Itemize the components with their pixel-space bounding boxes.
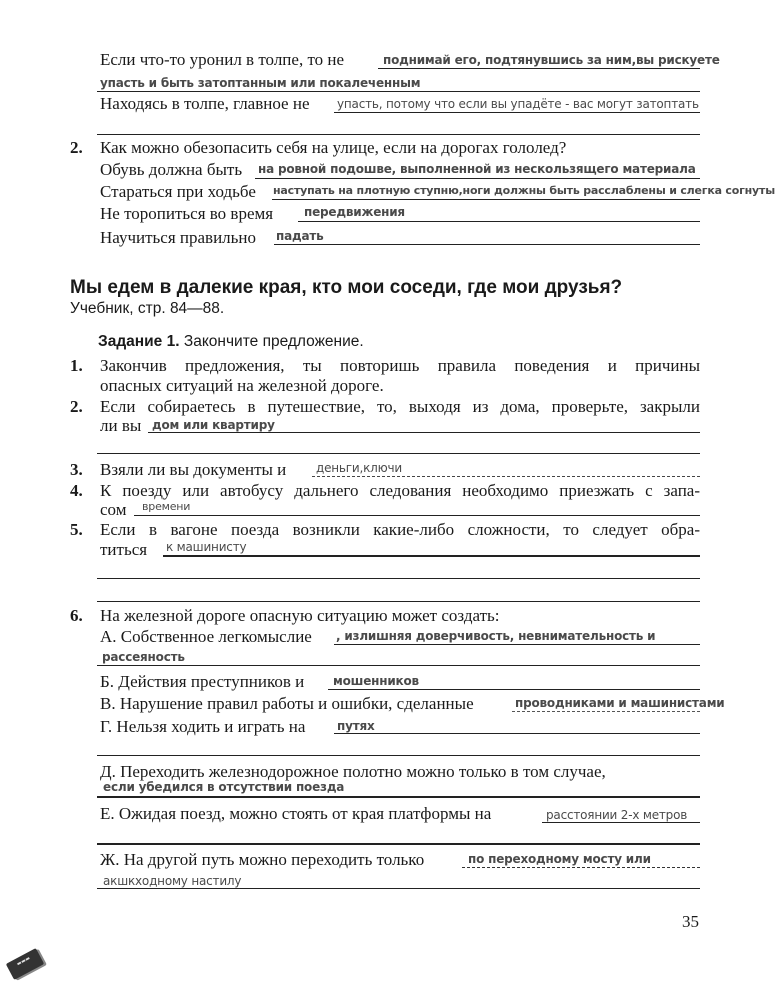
ice-walk-prompt: Стараться при ходьбе (100, 182, 256, 201)
task1-line2: опасных ситуаций на железной дороге. (100, 376, 384, 395)
task-label: Задание 1. (98, 333, 180, 350)
ice-hurry-answer[interactable]: передвижения (304, 205, 405, 219)
task5-answer[interactable]: к машинисту (166, 540, 247, 554)
task6g-prompt: Г. Нельзя ходить и играть на (100, 717, 306, 736)
task3-answer[interactable]: деньги,ключи (316, 461, 403, 475)
task6b-answer[interactable]: мошенников (333, 674, 419, 688)
answer-line (97, 134, 700, 135)
task6a-answer[interactable]: , излишняя доверчивость, невнимательность и (336, 629, 656, 643)
task4-prompt: сом (100, 500, 127, 519)
answer-line (542, 822, 700, 823)
task6v-prompt: В. Нарушение правил работы и ошибки, сделанные (100, 694, 474, 713)
answer-line (97, 453, 700, 454)
answer-line (148, 432, 700, 433)
task-number: 4. (70, 481, 83, 500)
task6e-prompt: Е. Ожидая поезд, можно стоять от края платформы на (100, 804, 492, 823)
crowd-drop-prompt: Если что-то уронил в толпе, то не (100, 50, 345, 69)
answer-line (163, 555, 700, 557)
task2-line1: Если собираетесь в путешествие, то, выходя из дома, проверьте, закрыли (100, 397, 700, 416)
task2-answer[interactable]: дом или квартиру (152, 418, 275, 432)
stamp-logo-icon: ▬▬▬ (6, 948, 44, 980)
question-number: 2. (70, 138, 83, 157)
task6zh-prompt: Ж. На другой путь можно переходить только (100, 850, 425, 869)
answer-line (97, 601, 700, 602)
page-number: 35 (682, 912, 699, 931)
task6b-prompt: Б. Действия преступников и (100, 672, 305, 691)
answer-line (272, 199, 700, 200)
task-number: 1. (70, 356, 83, 375)
answer-line (97, 755, 700, 756)
answer-line (97, 796, 700, 798)
answer-line (328, 689, 700, 690)
crowd-drop-answer[interactable]: поднимай его, подтянувшись за ним,вы рискуете (383, 53, 720, 67)
answer-line (97, 578, 700, 579)
task6a-answer-cont[interactable]: рассеяность (102, 650, 185, 664)
task3-prompt: Взяли ли вы документы и (100, 460, 287, 479)
ice-shoes-prompt: Обувь должна быть (100, 160, 243, 179)
ice-fall-prompt: Научиться правильно (100, 228, 257, 247)
crowd-drop-answer-cont[interactable]: упасть и быть затоптанным или покалеченным (100, 76, 421, 90)
task-heading (98, 333, 364, 351)
answer-line (97, 91, 700, 92)
task6d-prompt: Д. Переходить железнодорожное полотно можно только в том случае, (100, 762, 606, 781)
task-instruction: Закончите предложение. (183, 333, 364, 350)
task6-intro: На железной дороге опасную ситуацию может создать: (100, 606, 500, 625)
task6v-answer[interactable]: проводниками и машинистами (515, 696, 725, 710)
answer-line (334, 112, 700, 113)
task-number: 2. (70, 397, 83, 416)
answer-line (298, 221, 700, 222)
answer-line (97, 888, 700, 889)
task5-prompt: титься (100, 540, 148, 559)
ice-hurry-prompt: Не торопиться во время (100, 204, 274, 223)
answer-line (462, 867, 700, 868)
answer-line (97, 843, 700, 845)
textbook-reference: Учебник, стр. 84—88. (70, 300, 225, 317)
task6a-prompt: А. Собственное легкомыслие (100, 627, 312, 646)
task6g-answer[interactable]: путях (337, 719, 375, 733)
answer-line (97, 665, 700, 666)
task6zh-answer[interactable]: по переходному мосту или (468, 852, 651, 866)
answer-line (378, 68, 700, 69)
task2-prompt: ли вы (100, 416, 142, 435)
crowd-main-answer[interactable]: упасть, потому что если вы упадёте - вас могут затоптать (337, 97, 699, 111)
ice-walk-answer[interactable]: наступать на плотную ступню,ноги должны быть расслаблены и слегка согнуты (273, 184, 775, 197)
task-number: 3. (70, 460, 83, 479)
answer-line (134, 515, 700, 516)
task5-line1: Если в вагоне поезда возникли какие-либо сложности, то следует обра- (100, 520, 700, 539)
task-number: 6. (70, 606, 83, 625)
answer-line (334, 644, 700, 645)
task4-answer[interactable]: времени (142, 500, 191, 513)
task-number: 5. (70, 520, 83, 539)
task6e-answer[interactable]: расстоянии 2-х метров (546, 808, 688, 822)
task1-line1: Закончив предложения, ты повторишь правила поведения и причины (100, 356, 700, 375)
answer-line (274, 244, 700, 245)
answer-line (312, 476, 700, 477)
answer-line (334, 733, 700, 734)
chapter-title: Мы едем в далекие края, кто мои соседи, где мои друзья? (70, 277, 623, 298)
answer-line (512, 711, 700, 712)
ice-shoes-answer[interactable]: на ровной подошве, выполненной из нескользящего материала (258, 162, 696, 176)
ice-fall-answer[interactable]: падать (276, 229, 324, 243)
task6zh-answer-cont[interactable]: акшкходному настилу (103, 874, 242, 888)
crowd-main-prompt: Находясь в толпе, главное не (100, 94, 310, 113)
question-text: Как можно обезопасить себя на улице, если на дорогах гололед? (100, 138, 567, 157)
task4-line1: К поезду или автобусу дальнего следования необходимо приезжать с запа- (100, 481, 700, 500)
task6d-answer[interactable]: если убедился в отсутствии поезда (103, 780, 345, 794)
answer-line (255, 178, 700, 179)
